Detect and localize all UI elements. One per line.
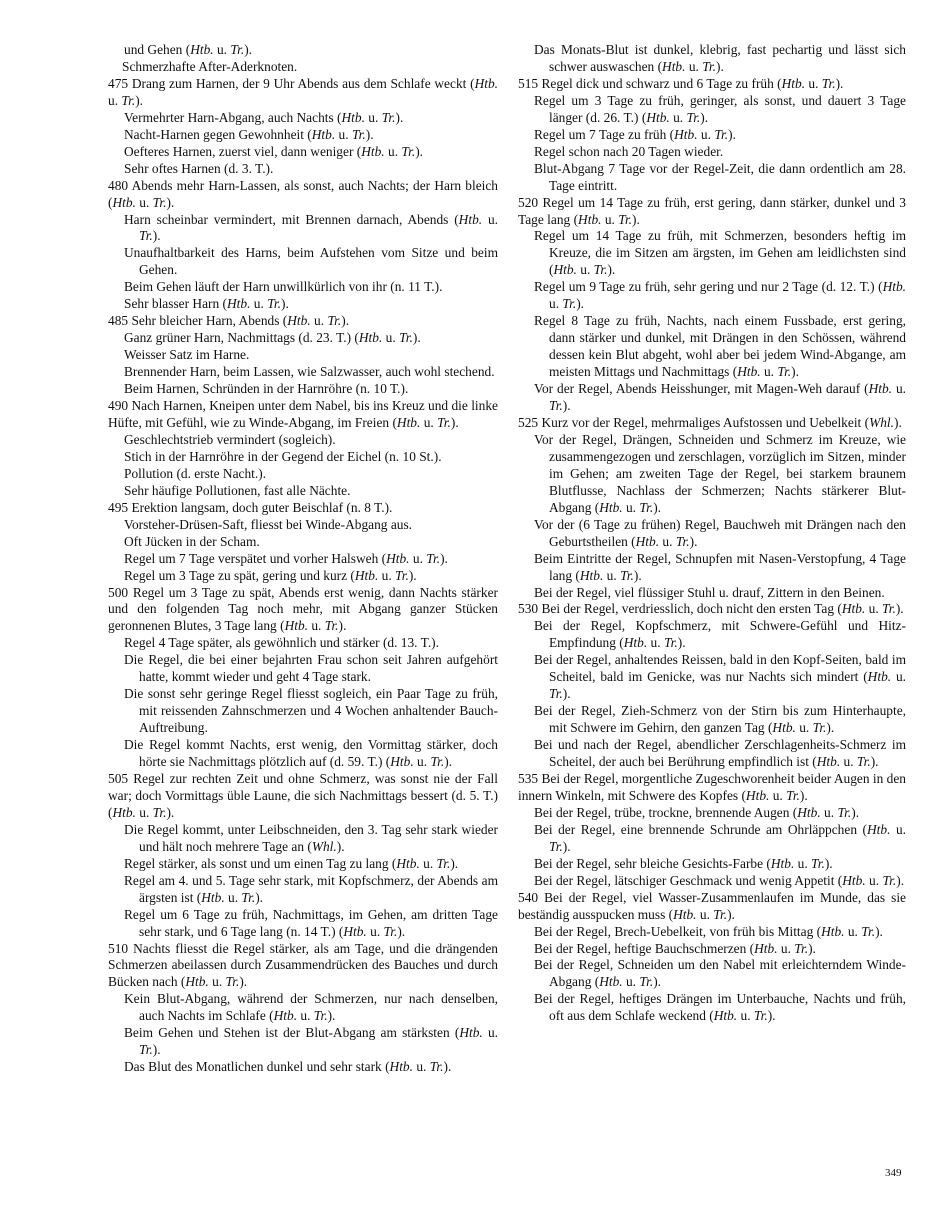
entry-text: Bei der Regel, sehr bleiche Gesichts-Farbe (Htb. u. Tr.). [534,855,833,871]
symptom-entry [108,59,498,76]
entry-text: Bei der Regel, heftige Bauchschmerzen (Htb. u. Tr.). [534,940,816,956]
entry-text: Beim Harnen, Schründen in der Harnröhre (n. 10 T.). [124,381,409,397]
entry-text: Regel dick und schwarz und 6 Tage zu früh (Htb. u. Tr.). [541,75,844,91]
symptom-entry [518,517,906,551]
symptom-entry [518,76,906,93]
symptom-entry [108,873,498,907]
entry-text: Vor der Regel, Abends Heisshunger, mit Magen-Weh darauf (Htb. u. Tr.). [534,381,906,414]
symptom-entry [108,313,498,330]
entry-text: Die sonst sehr geringe Regel fliesst sogleich, ein Paar Tage zu früh, mit reissenden Zahnschmerzen und 4 Wochen anhaltender Bauch-Auftreibung. [124,686,498,736]
symptom-entry [108,652,498,686]
symptom-entry [518,551,906,585]
entry-text: Bei der Regel, Schneiden um den Nabel mit erleichterndem Winde-Abgang (Htb. u. Tr.). [534,957,906,990]
symptom-entry [108,585,498,636]
entry-text: Sehr häufige Pollutionen, fast alle Nächte. [124,482,351,498]
entry-text: Harn scheinbar vermindert, mit Brennen darnach, Abends (Htb. u. Tr.). [124,211,498,244]
entry-text: Geschlechtstrieb vermindert (sogleich). [124,431,336,447]
entry-text: Regel schon nach 20 Tagen wieder. [534,143,724,159]
entry-text: Regel um 14 Tage zu früh, mit Schmerzen, besonders heftig im Kreuze, die im Sitzen am ärgsten, im Gehen am leidlichsten sind (Htb. u. Tr.). [534,228,906,278]
entry-text: Bei der Regel, verdriesslich, doch nicht den ersten Tag (Htb. u. Tr.). [541,601,904,617]
entry-text: Regel 8 Tage zu früh, Nachts, nach einem Fussbade, erst gering, dann stärker und dunkel, mit Drängen in den Schössen, während dessen kein Blut abgeht, wohl aber bei jedem Wind-Abgange, am meisten Mittags und Nachmittags (Htb. u. Tr.). [534,313,906,380]
entry-text: Pollution (d. erste Nacht.). [124,465,267,481]
symptom-entry [518,161,906,195]
symptom-entry [518,432,906,517]
symptom-entry [108,941,498,992]
entry-text: Das Monats-Blut ist dunkel, klebrig, fast pechartig und lässt sich schwer auswaschen (Htb. u. Tr.). [534,42,906,74]
symptom-entry [108,432,498,449]
symptom-entry [518,313,906,381]
symptom-entry [518,957,906,991]
symptom-entry [518,703,906,737]
entry-text: Erektion langsam, doch guter Beischlaf (n. 8 T.). [131,499,393,515]
entry-text: Kurz vor der Regel, mehrmaliges Aufstossen und Uebelkeit (Whl.). [541,414,902,430]
entry-text: Bei der Regel, trübe, trockne, brennende Augen (Htb. u. Tr.). [534,804,860,820]
entry-text: Brennender Harn, beim Lassen, wie Salzwasser, auch wohl stechend. [124,364,495,380]
symptom-entry [518,890,906,924]
symptom-entry [108,42,498,59]
entry-text: Die Regel, die bei einer bejahrten Frau schon seit Jahren aufgehört hatte, kommt wieder und geht 4 Tage stark. [124,652,498,685]
entry-text: Bei der Regel, viel Wasser-Zusammenlaufen im Munde, das sie beständig ausspucken muss (Htb. u. Tr.). [518,889,906,922]
entry-text: Abends mehr Harn-Lassen, als sonst, auch Nachts; der Harn bleich (Htb. u. Tr.). [108,177,499,210]
symptom-entry [518,737,906,771]
symptom-entry [108,500,498,517]
page-number: 349 [885,1167,902,1179]
entry-text: Nacht-Harnen gegen Gewohnheit (Htb. u. Tr.). [124,126,374,142]
symptom-entry [518,991,906,1025]
symptom-entry [518,652,906,703]
symptom-entry [108,364,498,381]
entry-text: Regel zur rechten Zeit und ohne Schmerz, was sonst nie der Fall war; doch Vormittags üble Laune, die sich Nachmittags bessert (d. 5. T.) (Htb. u. Tr.). [108,770,498,820]
symptom-entry [108,381,498,398]
symptom-entry [518,381,906,415]
symptom-entry [518,856,906,873]
symptom-entry [108,110,498,127]
entry-text: Bei der Regel, lätschiger Geschmack und wenig Appetit (Htb. u. Tr.). [534,872,905,888]
entry-text: Weisser Satz im Harne. [124,347,250,363]
entry-text: Bei der Regel, viel flüssiger Stuhl u. drauf, Zittern in den Beinen. [534,584,885,600]
symptom-entry [108,161,498,178]
symptom-entry [108,245,498,279]
entry-text: Oft Jücken in der Scham. [124,533,260,549]
symptom-entry [108,347,498,364]
entry-text: Vor der Regel, Drängen, Schneiden und Schmerz im Kreuze, wie zusammengezogen und zerschlagen, vorzüglich im Sitzen, minder im Gehen; am zweiten Tage der Regel, bei starkem braunem Blutflusse, Nachlass der Schmerzen; Nachts stärkerer Blut-Abgang (Htb. u. Tr.). [534,431,906,515]
entry-text: Oefteres Harnen, zuerst viel, dann weniger (Htb. u. Tr.). [124,143,424,159]
symptom-entry [518,195,906,229]
symptom-entry [108,449,498,466]
entry-text: Regel um 14 Tage zu früh, erst gering, dann stärker, dunkel und 3 Tage lang (Htb. u. Tr.). [518,194,906,227]
symptom-entry [518,873,906,890]
symptom-entry [108,771,498,822]
symptom-entry [108,178,498,212]
entry-text: Bei der Regel, Kopfschmerz, mit Schwere-Gefühl und Hitz-Empfindung (Htb. u. Tr.). [534,618,906,651]
entry-text: Blut-Abgang 7 Tage vor der Regel-Zeit, die dann ordentlich am 28. Tage eintritt. [534,160,906,193]
symptom-entry [518,144,906,161]
symptom-entry [518,93,906,127]
symptom-entry [108,1025,498,1059]
symptom-entry [518,415,906,432]
symptom-entry [518,601,906,618]
entry-text: Regel am 4. und 5. Tage sehr stark, mit Kopfschmerz, der Abends am ärgsten ist (Htb. u. Tr.). [124,872,498,905]
entry-text: Regel um 3 Tage zu spät, Abends erst wenig, dann Nachts stärker und den folgenden Tag noch mehr, mit Abgang ganzer Stücken geronnenen Blutes, 3 Tage lang (Htb. u. Tr.). [108,584,498,634]
symptom-entry [108,856,498,873]
entry-text: Drang zum Harnen, der 9 Uhr Abends aus dem Schlafe weckt (Htb. u. Tr.). [108,75,498,108]
entry-text: Sehr bleicher Harn, Abends (Htb. u. Tr.). [131,313,350,329]
entry-text: Die Regel kommt, unter Leibschneiden, den 3. Tag sehr stark wieder und hält noch mehrere Tage an (Whl.). [124,821,498,854]
entry-number: 530 [518,601,539,617]
entry-text: Die Regel kommt Nachts, erst wenig, den Vormittag stärker, doch hörte sie Nachmittags plötzlich auf (d. 59. T.) (Htb. u. Tr.). [124,737,498,770]
entry-text: Beim Gehen läuft der Harn unwillkürlich von ihr (n. 11 T.). [124,279,443,295]
entry-text: und Gehen (Htb. u. Tr.). [124,42,252,57]
entry-text: Regel um 7 Tage verspätet und vorher Halsweh (Htb. u. Tr.). [124,550,448,566]
entry-text: Regel um 9 Tage zu früh, sehr gering und nur 2 Tage (d. 12. T.) (Htb. u. Tr.). [534,279,906,312]
symptom-entry [518,771,906,805]
entry-text: Sehr blasser Harn (Htb. u. Tr.). [124,296,289,312]
entry-number: 480 [108,177,129,193]
symptom-entry [108,279,498,296]
entry-text: Regel um 3 Tage zu früh, geringer, als sonst, und dauert 3 Tage länger (d. 26. T.) (Htb. u. Tr.). [534,92,906,125]
entry-text: Das Blut des Monatlichen dunkel und sehr stark (Htb. u. Tr.). [124,1059,452,1075]
symptom-entry [108,551,498,568]
symptom-entry [108,517,498,534]
entry-number: 495 [108,499,129,515]
entry-text: Bei der Regel, heftiges Drängen im Unterbauche, Nachts und früh, oft aus dem Schlafe weckend (Htb. u. Tr.). [534,991,906,1024]
symptom-entry [518,42,906,76]
entry-text: Bei und nach der Regel, abendlicher Zerschlagenheits-Schmerz im Scheitel, der auch bei Berührung empfindlich ist (Htb. u. Tr.). [534,737,906,770]
entry-text: Sehr oftes Harnen (d. 3. T.). [124,160,274,176]
symptom-entry [108,568,498,585]
entry-text: Bei der Regel, Zieh-Schmerz von der Stirn bis zum Hinterhaupte, mit Schwere im Gehirn, den ganzen Tag (Htb. u. Tr.). [534,703,906,736]
entry-number: 475 [108,75,129,91]
entry-text: Vor der (6 Tage zu frühen) Regel, Bauchweh mit Drängen nach den Geburtstheilen (Htb. u. Tr.). [534,516,906,549]
entry-text: Regel um 6 Tage zu früh, Nachmittags, im Gehen, am dritten Tage sehr stark, und 6 Tage lang (n. 14 T.) (Htb. u. Tr.). [124,906,498,939]
entry-number: 520 [518,194,539,210]
symptom-entry [108,907,498,941]
entry-text: Regel um 3 Tage zu spät, gering und kurz (Htb. u. Tr.). [124,567,417,583]
entry-text: Vermehrter Harn-Abgang, auch Nachts (Htb. u. Tr.). [124,109,404,125]
entry-text: Bei der Regel, eine brennende Schrunde am Ohrläppchen (Htb. u. Tr.). [534,821,906,854]
symptom-entry [108,991,498,1025]
symptom-entry [518,585,906,602]
symptom-entry [108,686,498,737]
entry-number: 500 [108,584,129,600]
symptom-entry [518,822,906,856]
symptom-entry [518,279,906,313]
symptom-entry [518,805,906,822]
entry-number: 490 [108,398,129,414]
symptom-entry [108,212,498,246]
entry-text: Regel 4 Tage später, als gewöhnlich und stärker (d. 13. T.). [124,635,439,651]
entry-number: 515 [518,75,539,91]
entry-number: 525 [518,414,539,430]
symptom-entry [518,127,906,144]
symptom-entry [518,941,906,958]
entry-text: Vorsteher-Drüsen-Saft, fliesst bei Winde-Abgang aus. [124,516,413,532]
entry-text: Regel stärker, als sonst und um einen Tag zu lang (Htb. u. Tr.). [124,855,459,871]
entry-text: Nach Harnen, Kneipen unter dem Nabel, bis ins Kreuz und die linke Hüfte, mit Gefühl, wie zu Winde-Abgang, im Freien (Htb. u. Tr.). [108,398,498,430]
symptom-entry [108,1059,498,1076]
entry-number: 535 [518,770,539,786]
symptom-entry [108,296,498,313]
symptom-entry [108,822,498,856]
symptom-entry [108,737,498,771]
entry-number: 540 [518,889,539,905]
entry-text: Beim Eintritte der Regel, Schnupfen mit Nasen-Verstopfung, 4 Tage lang (Htb. u. Tr.). [534,550,906,583]
entry-number: 510 [108,940,129,956]
entry-text: Kein Blut-Abgang, während der Schmerzen, nur nach denselben, auch Nachts im Schlafe (Htb. u. Tr.). [124,991,498,1024]
entry-text: Regel um 7 Tage zu früh (Htb. u. Tr.). [534,126,736,142]
symptom-entry [108,534,498,551]
symptom-entry [518,618,906,652]
entry-text: Bei der Regel, anhaltendes Reissen, bald in den Kopf-Seiten, bald im Scheitel, bald im Genicke, was nur Nachts sich mindert (Htb. u. Tr.). [534,652,906,702]
entry-text: Bei der Regel, morgentliche Zugeschworenheit beider Augen in den innern Winkeln, mit Schwere des Kopfes (Htb. u. Tr.). [518,770,906,803]
entry-number: 485 [108,313,129,329]
symptom-entry [108,466,498,483]
symptom-entry [108,76,498,110]
symptom-entry [108,127,498,144]
symptom-entry [108,483,498,500]
entry-text: Nachts fliesst die Regel stärker, als am Tage, und die drängenden Schmerzen abeilassen durch Zusammendrücken des Bauches und durch Bücken nach (Htb. u. Tr.). [108,940,498,990]
right-column [518,42,906,1025]
entry-text: Stich in der Harnröhre in der Gegend der Eichel (n. 10 St.). [124,448,442,464]
entry-text: Bei der Regel, Brech-Uebelkeit, von früh bis Mittag (Htb. u. Tr.). [534,923,883,939]
symptom-entry [108,330,498,347]
symptom-entry [108,635,498,652]
entry-text: Unaufhaltbarkeit des Harns, beim Aufstehen vom Sitze und beim Gehen. [124,245,498,278]
symptom-entry [518,924,906,941]
symptom-entry [108,144,498,161]
symptom-entry [518,228,906,279]
entry-text: Beim Gehen und Stehen ist der Blut-Abgang am stärksten (Htb. u. Tr.). [124,1025,499,1058]
symptom-entry [108,398,498,432]
entry-text: Ganz grüner Harn, Nachmittags (d. 23. T.) (Htb. u. Tr.). [124,330,421,346]
entry-number: 505 [108,770,129,786]
left-column [108,42,498,1076]
entry-text: Schmerzhafte After-Aderknoten. [122,58,298,74]
